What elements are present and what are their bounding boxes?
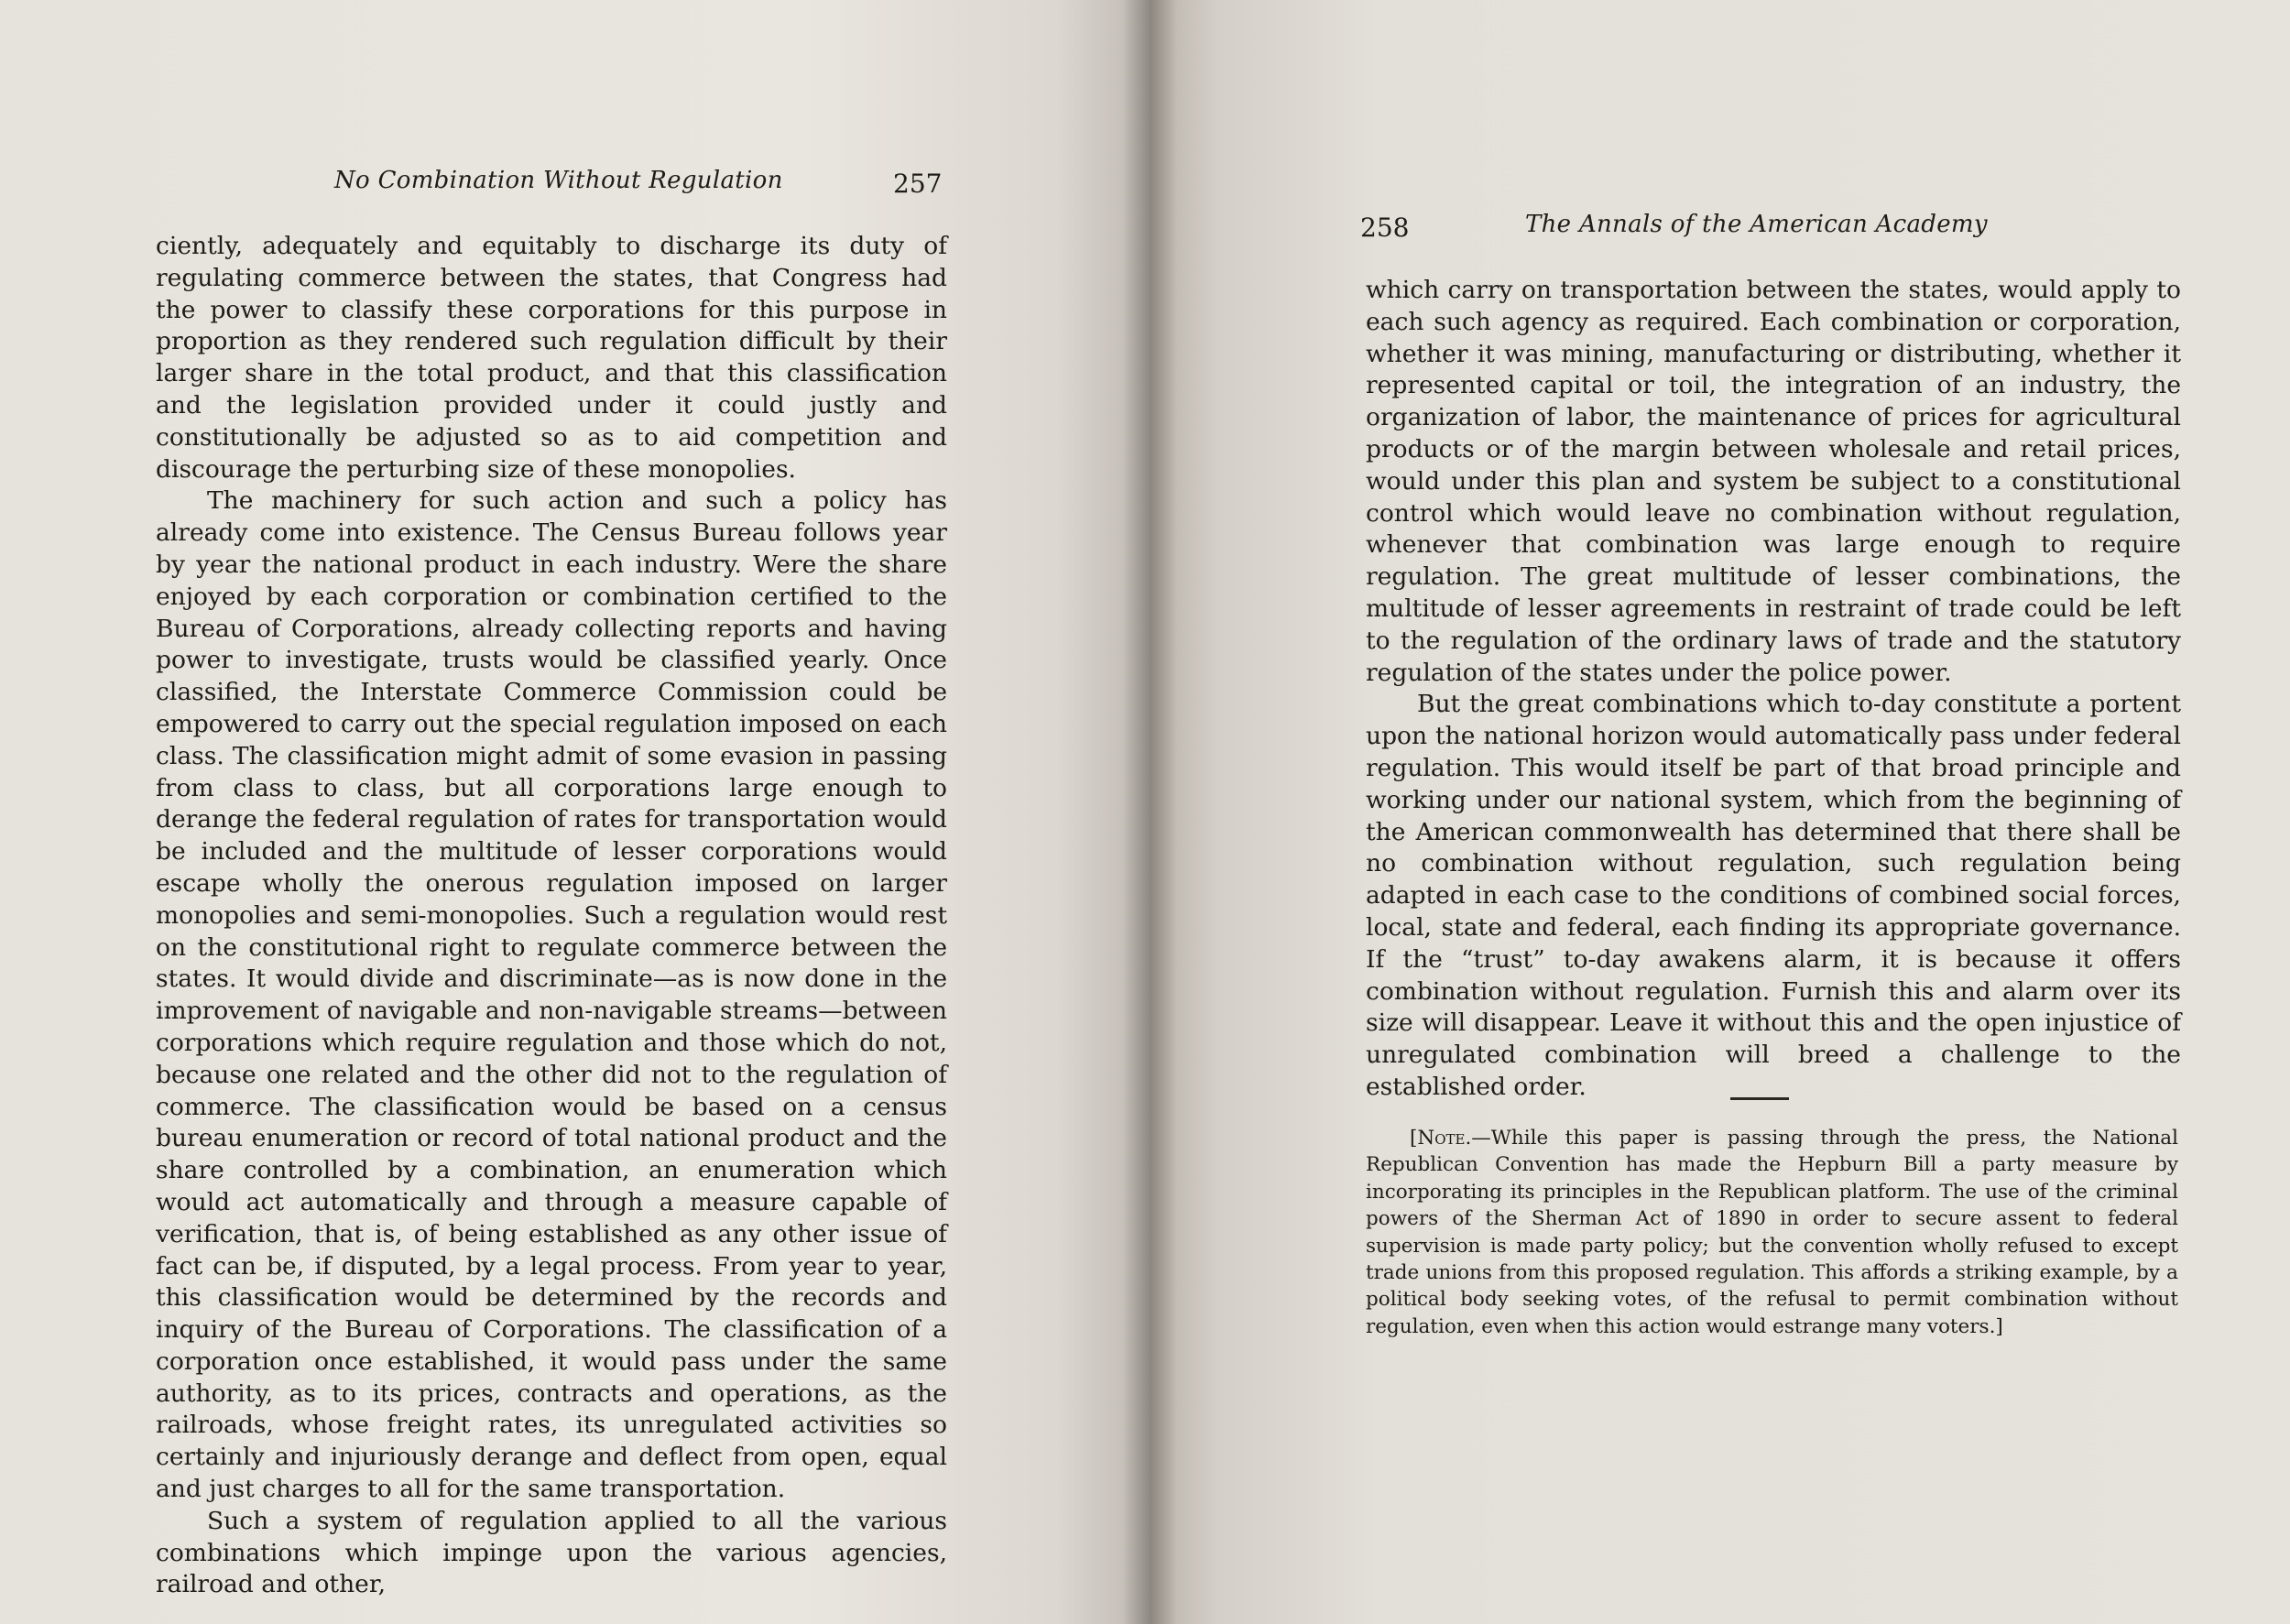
editorial-note	[1366, 1125, 2178, 1340]
right-paragraph-1: which carry on transportation between the states, would apply to each such agency as required. Each combination or corporation, whether it was mining, manufacturing or distributing, whether it represented capital or toil, the integration of an industry, the organization of labor, the maintenance of prices for agricultural products or of the margin between wholesale and retail prices, would under this plan and system be subject to a constitutional control which would leave no combination without regulation, whenever that combination was large enough to require regulation. The great multitude of lesser combinations, the multitude of lesser agreements in restraint of trade could be left to the regulation of the ordinary laws of trade and the statutory regulation of the states under the police power.	[1366, 276, 2181, 687]
left-text-block	[156, 231, 947, 1601]
left-page-number: 257	[893, 169, 943, 199]
book-gutter	[1122, 0, 1177, 1624]
left-paragraph-3: Such a system of regulation applied to all the various combinations which impinge upon the various agencies, railroad and other,	[156, 1506, 947, 1599]
note-text: —While this paper is passing through the press, the National Republican Convention has made the Hepburn Bill a party measure by incorporating its principles in the Republican platform. The use of the criminal powers of the Sherman Act of 1890 in order to secure assent to federal supervision is made party policy; but the convention wholly refused to except trade unions from this proposed regulation. This affords a striking example, by a political body seeking votes, of the refusal to permit combination without regulation, even when this action would estrange many voters.]	[1366, 1127, 2178, 1338]
right-text-block	[1366, 275, 2181, 1104]
right-page	[1150, 0, 2290, 1624]
right-page-number: 258	[1360, 213, 1410, 243]
right-paragraph-2: But the great combinations which to-day constitute a portent upon the national horizon would automatically pass under federal regulation. This would itself be part of that broad principle and working under our national system, which from the beginning of the American commonwealth has determined that there shall be no combination without regulation, such regulation being adapted in each case to the conditions of combined social forces, local, state and federal, each finding its appropriate governance. If the “trust” to-day awakens alarm, it is because it offers combination without regulation. Furnish this and alarm over its size will disappear. Leave it without this and the open injustice of unregulated combination will breed a challenge to the established order.	[1366, 690, 2181, 1101]
note-open-bracket: [	[1410, 1127, 1418, 1150]
left-paragraph-2: The machinery for such action and such a policy has already come into existence. The Census Bureau follows year by year the national product in each industry. Were the share enjoyed by each corporation or combination certified to the Bureau of Corporations, already collecting reports and having power to investigate, trusts would be classified yearly. Once classified, the Interstate Commerce Commission could be empowered to carry out the special regulation imposed on each class. The classification might admit of some evasion in passing from class to class, but all corporations large enough to derange the federal regulation of rates for transportation would be included and the multitude of lesser corporations would escape wholly the onerous regulation imposed on larger monopolies and semi-monopolies. Such a regulation would rest on the constitutional right to regulate commerce between the states. It would divide and discriminate—as is now done in the improvement of navigable and non-navigable streams—between corporations which require regulation and those which do not, because one related and the other did not to the regulation of commerce. The classification would be based on a census bureau enumeration or record of total national product and the share controlled by a combination, an enumeration which would act automatically and through a measure capable of verification, that is, of being established as any other issue of fact can be, if disputed, by a legal process. From year to year, this classification would be determined by the records and inquiry of the Bureau of Corporations. The classification of a corporation once established, it would pass under the same authority, as to its prices, contracts and operations, as the railroads, whose freight rates, its unregulated activities so certainly and injuriously derange and deflect from open, equal and just charges to all for the same transportation.	[156, 486, 947, 1504]
note-label: Note.	[1417, 1127, 1472, 1150]
left-paragraph-1: ciently, adequately and equitably to discharge its duty of regulating commerce between the states, that Congress had the power to classify these corporations for this purpose in proportion as they rendered such regulation difficult by their larger share in the total product, and that this classification and the legislation provided under it could justly and constitutionally be adjusted so as to aid competition and discourage the perturbing size of these monopolies.	[156, 232, 947, 484]
section-divider	[1730, 1097, 1789, 1100]
left-running-head: No Combination Without Regulation	[334, 167, 783, 194]
right-running-head: The Annals of the American Academy	[1525, 211, 1988, 238]
